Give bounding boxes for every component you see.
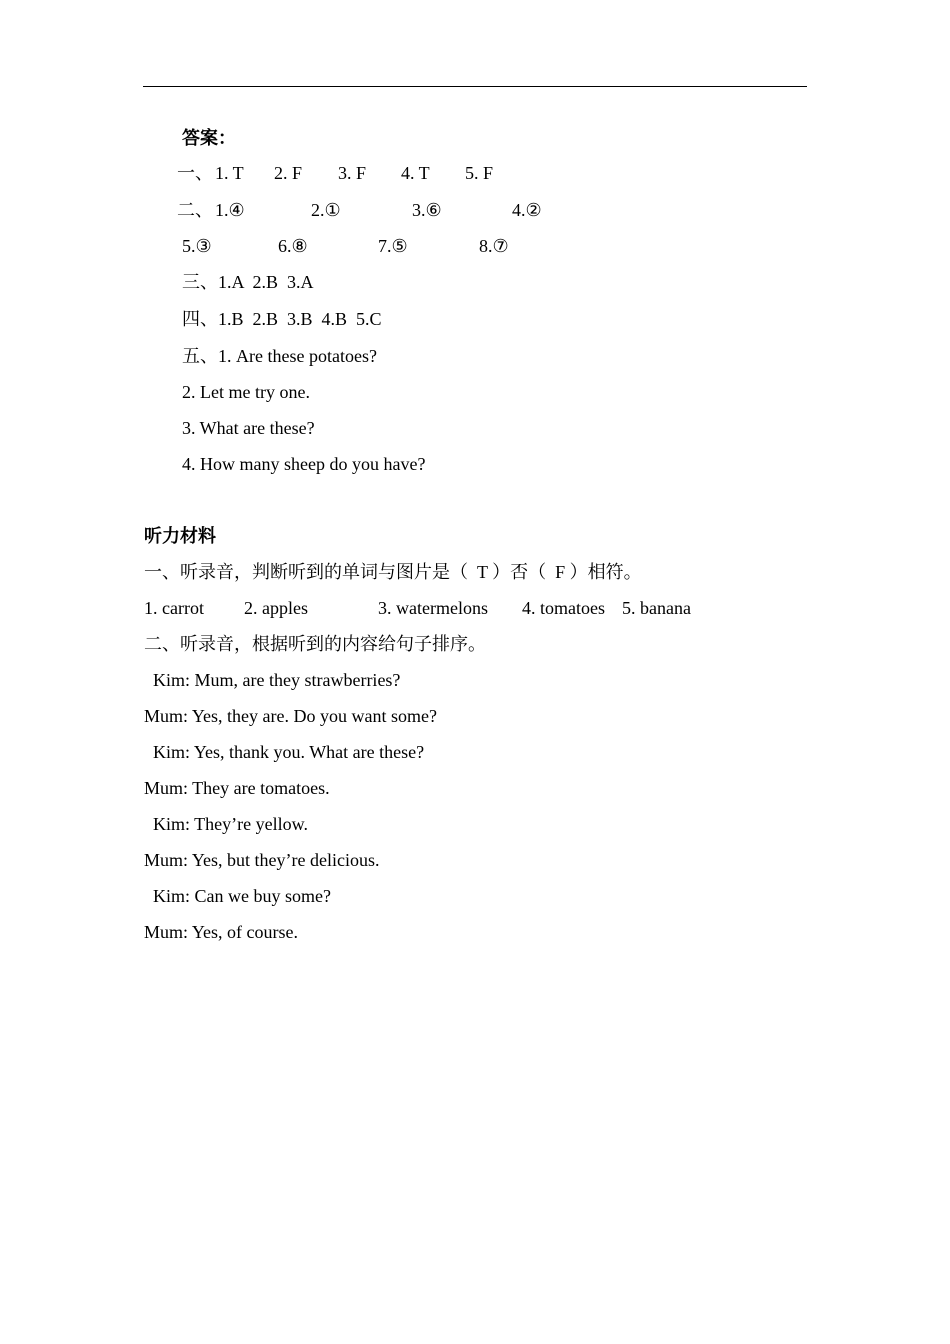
section-2-item-4: 4.②: [512, 200, 542, 220]
section-2-item-7: 7.⑤: [378, 236, 408, 256]
dialogue-line-5: Kim: They’re yellow.: [144, 814, 308, 834]
word-3: 3. watermelons: [378, 598, 488, 618]
listening-part-1-instruction: 一、听录音，判断听到的单词与图片是（ T ）否（ F ）相符。: [144, 562, 642, 582]
listening-part-1-words: [144, 597, 744, 619]
answers-section-1: [177, 162, 577, 184]
section-1-item-4: 4. T: [401, 163, 430, 183]
answers-section-2-row-2: [182, 235, 582, 257]
answers-section-5-line-4: 4. How many sheep do you have?: [182, 454, 426, 474]
dialogue-line-8: Mum: Yes, of course.: [144, 922, 299, 942]
word-5: 5. banana: [622, 598, 691, 618]
dialogue-line-7: Kim: Can we buy some?: [144, 886, 331, 906]
word-1: 1. carrot: [144, 598, 204, 618]
section-1-item-5: 5. F: [465, 163, 494, 183]
section-1-item-1: 1. T: [215, 163, 244, 183]
section-2-item-2: 2.①: [311, 200, 341, 220]
section-2-item-3: 3.⑥: [412, 200, 442, 220]
listening-part-2-instruction: 二、听录音，根据听到的内容给句子排序。: [144, 634, 486, 654]
answers-section-5-line-1: 五、1. Are these potatoes?: [182, 346, 377, 366]
dialogue-line-6: Mum: Yes, but they’re delicious.: [144, 850, 380, 870]
section-1-item-2: 2. F: [274, 163, 303, 183]
answers-section-4: 四、1.B 2.B 3.B 4.B 5.C: [182, 309, 382, 329]
word-4: 4. tomatoes: [522, 598, 605, 618]
word-2: 2. apples: [244, 598, 308, 618]
section-2-prefix: 二、: [177, 200, 213, 220]
section-1-prefix: 一、: [177, 163, 213, 183]
answers-title: 答案：: [182, 128, 236, 148]
listening-title: 听力材料: [144, 526, 216, 546]
answers-section-3: 三、1.A 2.B 3.A: [182, 272, 314, 292]
section-2-item-5: 5.③: [182, 236, 212, 256]
dialogue-line-3: Kim: Yes, thank you. What are these?: [144, 742, 425, 762]
answers-section-5-line-2: 2. Let me try one.: [182, 382, 310, 402]
section-2-item-8: 8.⑦: [479, 236, 509, 256]
dialogue-line-1: Kim: Mum, are they strawberries?: [144, 670, 401, 690]
header-rule: [143, 86, 807, 87]
answers-section-5-line-3: 3. What are these?: [182, 418, 315, 438]
section-1-item-3: 3. F: [338, 163, 367, 183]
dialogue-line-2: Mum: Yes, they are. Do you want some?: [144, 706, 437, 726]
section-2-item-1: 1.④: [215, 200, 245, 220]
section-2-item-6: 6.⑧: [278, 236, 308, 256]
dialogue-line-4: Mum: They are tomatoes.: [144, 778, 330, 798]
answers-section-2-row-1: [177, 199, 577, 221]
